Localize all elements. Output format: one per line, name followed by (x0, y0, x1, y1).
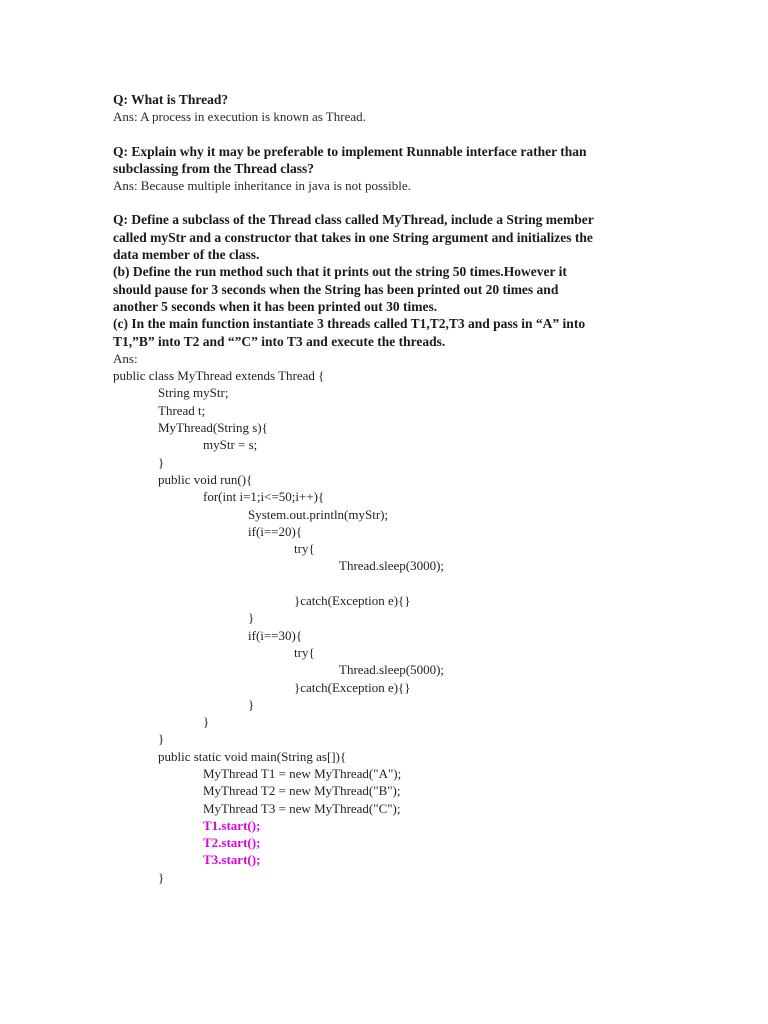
code-line: try{ (294, 644, 315, 660)
question-2-line-1: Q: Explain why it may be preferable to implement Runnable interface rather than (113, 143, 587, 159)
code-line-blank (113, 575, 658, 592)
question-3-part-c-line-1: (c) In the main function instantiate 3 threads called T1,T2,T3 and pass in “A” into (113, 316, 586, 332)
code-line: } (248, 610, 255, 626)
answer-3-label: Ans: (113, 350, 138, 366)
question-3-line-3: data member of the class. (113, 247, 260, 263)
document-page (113, 91, 658, 886)
code-line: MyThread T1 = new MyThread("A"); (203, 765, 402, 781)
code-line: } (158, 731, 165, 747)
code-line: } (158, 454, 165, 470)
question-3-part-b-line-1: (b) Define the run method such that it prints out the string 50 times.However it (113, 264, 567, 280)
question-3-line-2: called myStr and a constructor that takes in one String argument and initializes the (113, 229, 593, 245)
spacer (113, 126, 658, 143)
answer-2: Ans: Because multiple inheritance in java is not possible. (113, 178, 411, 194)
code-line: MyThread(String s){ (158, 420, 268, 436)
code-line: Thread.sleep(5000); (339, 662, 445, 678)
code-line: if(i==30){ (248, 627, 303, 643)
code-line: try{ (294, 541, 315, 557)
code-line-highlighted: T2.start(); (203, 835, 261, 851)
answer-1: Ans: A process in execution is known as Thread. (113, 109, 366, 125)
code-line: } (248, 696, 255, 712)
code-line: MyThread T2 = new MyThread("B"); (203, 783, 401, 799)
code-line: public void run(){ (158, 471, 253, 487)
question-3-part-b-line-3: another 5 seconds when it has been printed out 30 times. (113, 298, 438, 314)
question-1: Q: What is Thread? (113, 92, 229, 107)
question-3-line-1: Q: Define a subclass of the Thread class called MyThread, include a String member (113, 212, 594, 228)
code-line: MyThread T3 = new MyThread("C"); (203, 800, 401, 816)
question-3-part-c-line-2: T1,”B” into T2 and “”C” into T3 and execute the threads. (113, 333, 446, 349)
code-line: public static void main(String as[]){ (158, 748, 347, 764)
code-line: myStr = s; (203, 437, 258, 453)
code-line: public class MyThread extends Thread { (113, 368, 325, 384)
code-line: String myStr; (158, 385, 229, 401)
code-line-highlighted: T3.start(); (203, 852, 261, 868)
code-line: Thread t; (158, 402, 206, 418)
code-line: Thread.sleep(3000); (339, 558, 445, 574)
code-line: }catch(Exception e){} (294, 593, 411, 609)
code-line: System.out.println(myStr); (248, 506, 389, 522)
question-3-part-b-line-2: should pause for 3 seconds when the String has been printed out 20 times and (113, 281, 559, 297)
code-line: if(i==20){ (248, 523, 303, 539)
code-line: for(int i=1;i<=50;i++){ (203, 489, 325, 505)
code-line: } (203, 714, 210, 730)
code-block (113, 367, 658, 886)
question-2-line-2: subclassing from the Thread class? (113, 160, 315, 176)
spacer (113, 194, 658, 211)
code-line-highlighted: T1.start(); (203, 817, 261, 833)
code-line: } (158, 869, 165, 885)
code-line: }catch(Exception e){} (294, 679, 411, 695)
